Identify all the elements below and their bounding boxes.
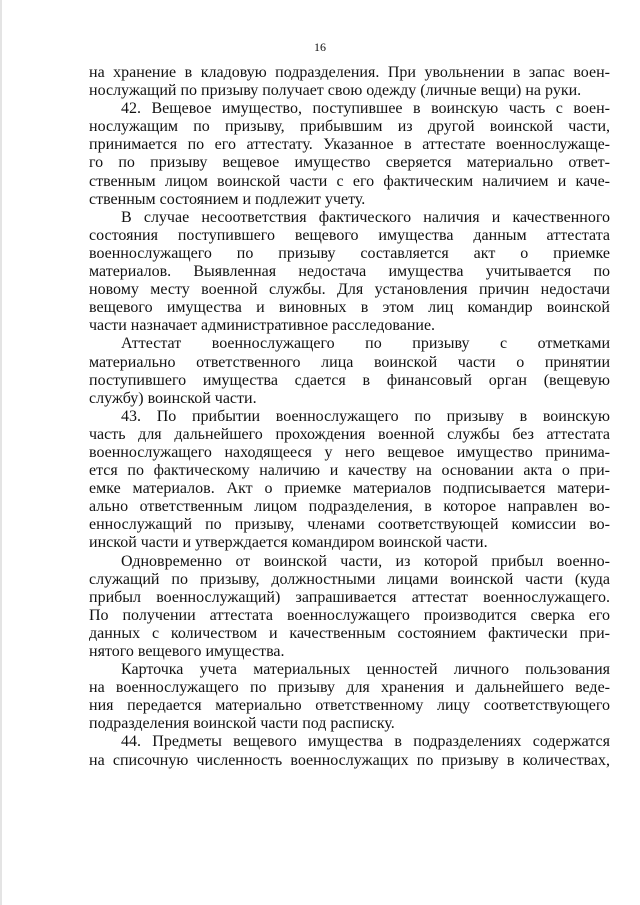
- page-number: 16: [314, 40, 326, 54]
- text-line: инской части и утверждается командиром воинской части.: [89, 534, 488, 552]
- text-line: прибыл военнослужащий) запрашивается аттестат военнослужащего.: [89, 588, 610, 606]
- text-line: ально ответственным лицом подразделения, в которое направлен во-: [89, 498, 610, 516]
- text-line: новому месту военной службы. Для установления причин недостачи: [89, 281, 610, 299]
- text-line: Аттестат военнослужащего по призыву с отметками: [121, 335, 610, 353]
- text-line: материально ответственного лица воинской части о принятии: [89, 353, 610, 371]
- text-line: материалов. Выявленная недостача имущества учитывается по: [89, 263, 610, 281]
- text-line: данных с количеством и качественным состоянием фактически при-: [89, 624, 610, 642]
- text-line: 43. По прибытии военнослужащего по призыву в воинскую: [121, 407, 610, 425]
- text-line: часть для дальнейшего прохождения военной службы без аттестата: [89, 425, 610, 443]
- scan-edge: [0, 0, 2, 905]
- text-line: ния передается материально ответственному лицу соответствующего: [89, 697, 610, 715]
- text-line: нятого вещевого имущества.: [89, 643, 285, 660]
- text-line: подразделения воинской части под расписку.: [89, 715, 395, 733]
- text-line: нослужащим по призыву, прибывшим из другой воинской части,: [89, 118, 610, 136]
- text-line: емке материалов. Акт о приемке материалов подписывается матери-: [89, 480, 610, 498]
- body-text: [89, 64, 610, 770]
- text-line: Карточка учета материальных ценностей личного пользования: [121, 661, 610, 679]
- text-line: еннослужащий по призыву, членами соответствующей комиссии во-: [89, 516, 610, 534]
- text-line: состояния поступившего вещевого имущества данным аттестата: [89, 226, 610, 244]
- text-line: военнослужащего по призыву составляется акт о приемке: [89, 244, 610, 262]
- text-line: части назначает административное расследование.: [89, 317, 436, 335]
- text-line: на военнослужащего по призыву для хранения и дальнейшего веде-: [89, 679, 610, 697]
- text-line: принимается по его аттестату. Указанное в аттестате военнослужаще-: [89, 136, 610, 154]
- text-line: службу) воинской части.: [89, 389, 257, 407]
- text-line: 42. Вещевое имущество, поступившее в воинскую часть с воен-: [121, 100, 610, 118]
- text-line: 44. Предметы вещевого имущества в подразделениях содержатся: [121, 733, 610, 751]
- text-line: ственным состоянием и подлежит учету.: [89, 190, 366, 208]
- text-line: нослужащий по призыву получает свою одежду (личные вещи) на руки.: [89, 82, 582, 100]
- text-line: ственным лицом воинской части с его фактическим наличием и каче-: [89, 172, 610, 190]
- text-line: служащий по призыву, должностными лицами воинской части (куда: [89, 570, 610, 588]
- text-line: По получении аттестата военнослужащего производится сверка его: [89, 606, 610, 624]
- text-line: военнослужащего находящееся у него вещевое имущество принима-: [89, 443, 610, 461]
- text-line: на списочную численность военнослужащих по призыву в количествах,: [89, 751, 610, 769]
- text-line: на хранение в кладовую подразделения. При увольнении в запас воен-: [89, 64, 610, 81]
- text-line: Одновременно от воинской части, из которой прибыл военно-: [121, 552, 610, 570]
- text-line: В случае несоответствия фактического наличия и качественного: [121, 208, 610, 226]
- text-line: го по призыву вещевое имущество сверяется материально ответ-: [89, 154, 610, 172]
- text-line: ется по фактическому наличию и качеству на основании акта о при-: [89, 462, 610, 480]
- text-line: поступившего имущества сдается в финансовый орган (вещевую: [89, 371, 610, 389]
- text-line: вещевого имущества и виновных в этом лиц командир воинской: [89, 299, 610, 317]
